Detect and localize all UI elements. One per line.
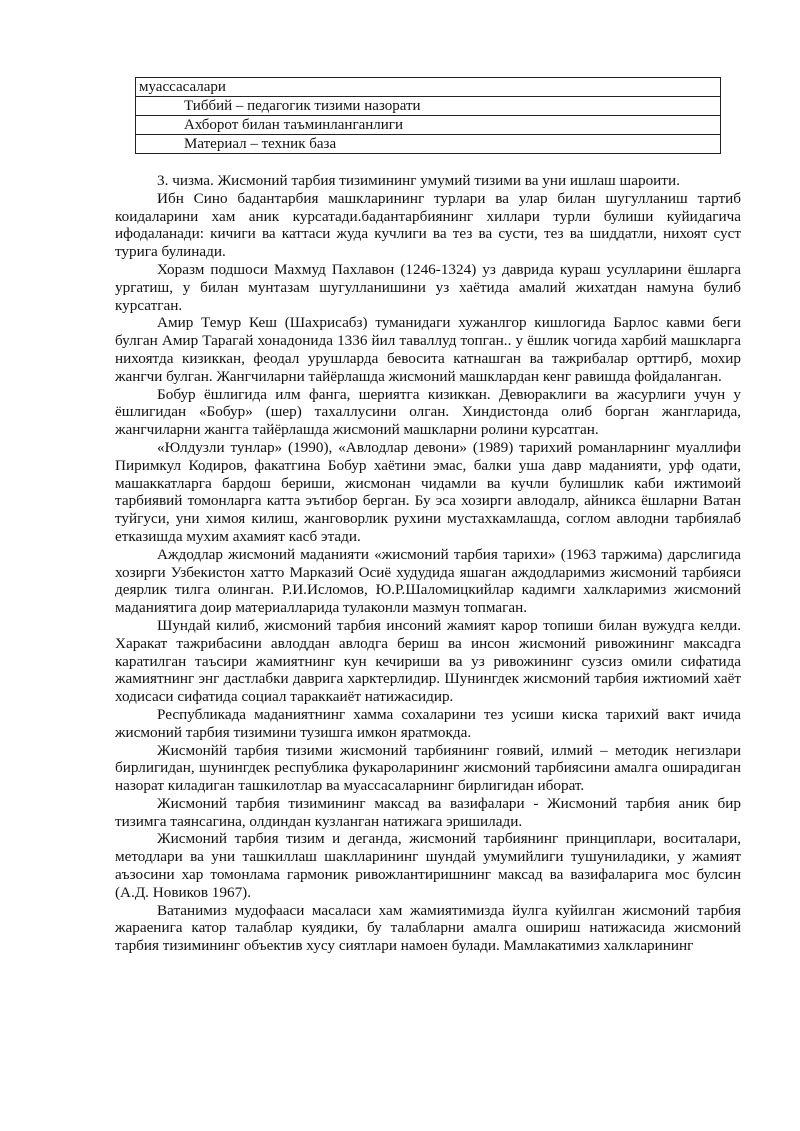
paragraph: Хоразм подшоси Махмуд Пахлавон (1246-1324) уз даврида кураш усулларини ёшларга ургатиш, у билан мунтазам шугулланишини уз хаётида амалий жихатдан намуна булиб курсатган. bbox=[115, 260, 741, 314]
table-row bbox=[136, 97, 721, 116]
paragraph: Аждодлар жисмоний маданияти «жисмоний тарбия тарихи» (1963 таржима) дарслигида хозирги Узбекистон хатто Марказий Осиё худудида яшаган аждодларимиз жисмоний тарбияси деярлик тилга олинган. Р.И.Исломов, Ю.Р.Шаломицкийлар кадимги халкларимиз жисмоний маданиятига доир материалларида тулаконли мазмун топмаган. bbox=[115, 545, 741, 617]
structure-table bbox=[135, 77, 721, 154]
table-row bbox=[136, 135, 721, 154]
table-cell: Ахборот билан таъминланганлиги bbox=[136, 116, 721, 135]
paragraph: Шундай килиб, жисмоний тарбия инсоний жамият карор топиши билан вужудга келди. Харакат тажрибасини авлоддан авлодга бериш ва инсон жисмоний ривожининг максадга каратилган таъсири жамиятнинг кун кечириши ва уз ривожининг сузсиз омили сифатида жамиятнинг энг дастлабки даврига харктерлидир. Шунингдек жисмоний тарбия ижтиомий хаёт ходисаси сифатида социал тараккаиёт натижасидир. bbox=[115, 616, 741, 706]
paragraph: Ибн Сино бадантарбия машкларининг турлари ва улар билан шугулланиш тартиб коидаларини хам аник курсатади.бадантарбиянинг хиллари турли булиши куйидагича ифодаланади: кичиги ва каттаси жуда кучлиги ва тез ва сусти, тез ва шиддатли, нихоят суст турига булинади. bbox=[115, 189, 741, 261]
paragraph: Бобур ёшлигида илм фанга, шериятга кизиккан. Девюраклиги ва жасурлиги учун у ёшлигидан «Бобур» (шер) тахаллусини олган. Хиндистонда олиб борган жангларида, жангчиларни жангга тайёрлашда жисмоний машкларни ролини курсатган. bbox=[115, 385, 741, 439]
paragraph: «Юлдузли тунлар» (1990), «Авлодлар девони» (1989) тарихий романларнинг муаллифи Пиримкул Кодиров, факатгина Бобур хаётини эмас, балки уша давр маданияти, урф одати, машаккатларга бардош бериши, жисмонан чидамли ва кучли булишлик каби ижтимоий тарбиявий томонларга катта эътибор берган. Бу эса хозирги авлодалр, айникса ёшларни Ватан туйгуси, уни химоя килиш, жанговорлик рухини мустахкамлашда, соглом авлодни тарбиялаб етказишда мухим ахамият касб этади. bbox=[115, 438, 741, 545]
paragraph: Жисмоний тарбия тизим и деганда, жисмоний тарбиянинг принциплари, воситалари, методлари ва уни ташкиллаш шаклларининг шундай умумийлиги тушуниладики, у жамият аъзосини хар томонлама гармоник ривожлантиришнинг максад ва вазифаларига мос булсин (А.Д. Новиков 1967). bbox=[115, 830, 741, 901]
table-row bbox=[136, 78, 721, 97]
body-text bbox=[115, 172, 741, 955]
table-row bbox=[136, 116, 721, 135]
paragraph: Республикада маданиятнинг хамма сохаларини тез усиши киска тарихий вакт ичида жисмоний тарбия тизимини тузишга имкон яратмокда. bbox=[115, 705, 741, 741]
table-cell: Тиббий – педагогик тизими назорати bbox=[136, 97, 721, 116]
figure-caption: 3. чизма. Жисмоний тарбия тизимининг умумий тизими ва уни ишлаш шароити. bbox=[157, 172, 680, 189]
table-cell: Материал – техник база bbox=[136, 135, 721, 154]
paragraph: Ватанимиз мудофааси масаласи хам жамиятимизда йулга куйилган жисмоний тарбия жараенига катор талаблар куядики, бу талабларни амалга ошириш натижасида жисмоний тарбия тизимининг объектив хусу сиятлари намоен булади. Мамлакатимиз халкларининг bbox=[115, 901, 741, 955]
paragraph: Жисмоний тарбия тизимининг максад ва вазифалари - Жисмоний тарбия аник бир тизимга таянсагина, олдиндан кузланган натижага эришилади. bbox=[115, 794, 741, 830]
paragraph: Амир Темур Кеш (Шахрисабз) туманидаги хужанлгор кишлогида Барлос кавми беги булган Амир Тарагай хонадонида 1336 йил таваллуд топган.. у ёшлик чогида харбий машкларга нихоятда кизиккан, феодал урушларда бевосита катнашган ва тажрибалар орттирб, мохир жангчи булган. Жангчиларни тайёрлашда жисмоний машклардан кенг равишда фойдаланган. bbox=[115, 314, 741, 385]
paragraph: Жисмонйй тарбия тизими жисмоний тарбиянинг гоявий, илмий – методик негизлари бирлигидан, шунингдек республика фукароларининг жисмоний тарбиясини амалга оширадиган назорат киладиган ташкилотлар ва муассасаларнинг бирлигидан иборат. bbox=[115, 741, 741, 795]
table-cell: муассасалари bbox=[136, 78, 721, 97]
